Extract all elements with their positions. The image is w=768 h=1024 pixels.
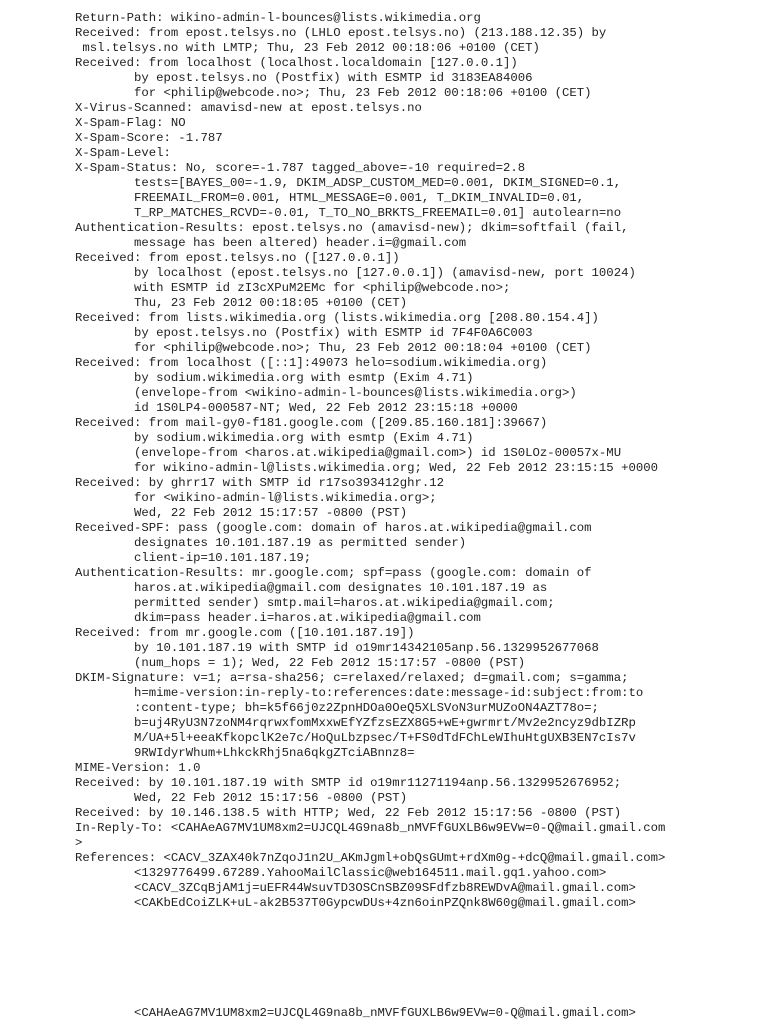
header-line: References: <CACV_3ZAX40k7nZqoJ1n2U_AKmJgml+obQsGUmt+rdXm0g-+dcQ@mail.gmail.com> <box>75 851 666 865</box>
header-line: by sodium.wikimedia.org with esmtp (Exim 4.71) <box>75 431 474 445</box>
header-line: In-Reply-To: <CAHAeAG7MV1UM8xm2=UJCQL4G9na8b_nMVFfGUXLB6w9EVw=0-Q@mail.gmail.com <box>75 821 666 835</box>
header-line: Received: from epost.telsys.no ([127.0.0.1]) <box>75 251 400 265</box>
header-line: :content-type; bh=k5f66j0z2ZpnHDOa0OeQ5XLSVoN3urMUZoON4AZT78o=; <box>75 701 599 715</box>
header-line: X-Virus-Scanned: amavisd-new at epost.telsys.no <box>75 101 422 115</box>
header-line: for <philip@webcode.no>; Thu, 23 Feb 2012 00:18:04 +0100 (CET) <box>75 341 592 355</box>
header-line: Thu, 23 Feb 2012 00:18:05 +0100 (CET) <box>75 296 408 310</box>
header-line: Received: by ghrr17 with SMTP id r17so393412ghr.12 <box>75 476 444 490</box>
references-continuation-line: <CAHAeAG7MV1UM8xm2=UJCQL4G9na8b_nMVFfGUXLB6w9EVw=0-Q@mail.gmail.com> <box>75 1006 636 1020</box>
header-line: M/UA+5l+eeaKfkopclK2e7c/HoQuLbzpsec/T+FS0dTdFChLeWIhuHtgUXB3EN7cIs7v <box>75 731 636 745</box>
header-line: MIME-Version: 1.0 <box>75 761 201 775</box>
header-line: msl.telsys.no with LMTP; Thu, 23 Feb 2012 00:18:06 +0100 (CET) <box>75 41 540 55</box>
header-line: Received: by 10.146.138.5 with HTTP; Wed, 22 Feb 2012 15:17:56 -0800 (PST) <box>75 806 622 820</box>
header-line: for <philip@webcode.no>; Thu, 23 Feb 2012 00:18:06 +0100 (CET) <box>75 86 592 100</box>
header-line: FREEMAIL_FROM=0.001, HTML_MESSAGE=0.001, T_DKIM_INVALID=0.01, <box>75 191 585 205</box>
header-line: b=uj4RyU3N7zoNM4rqrwxfomMxxwEfYZfzsEZX8G5+wE+gwrmrt/Mv2e2ncyz9dbIZRp <box>75 716 636 730</box>
header-line: Received: from mail-gy0-f181.google.com ([209.85.160.181]:39667) <box>75 416 548 430</box>
header-line: Authentication-Results: epost.telsys.no (amavisd-new); dkim=softfail (fail, <box>75 221 629 235</box>
header-line: dkim=pass header.i=haros.at.wikipedia@gmail.com <box>75 611 481 625</box>
header-line: Received: from epost.telsys.no (LHLO epost.telsys.no) (213.188.12.35) by <box>75 26 607 40</box>
header-line: Wed, 22 Feb 2012 15:17:56 -0800 (PST) <box>75 791 408 805</box>
header-line: tests=[BAYES_00=-1.9, DKIM_ADSP_CUSTOM_MED=0.001, DKIM_SIGNED=0.1, <box>75 176 622 190</box>
header-line: Received: from mr.google.com ([10.101.187.19]) <box>75 626 415 640</box>
header-line: (envelope-from <wikino-admin-l-bounces@lists.wikimedia.org>) <box>75 386 577 400</box>
header-line: > <box>75 836 83 850</box>
raw-email-headers <box>75 11 765 911</box>
header-line: Received: from localhost (localhost.localdomain [127.0.0.1]) <box>75 56 518 70</box>
header-line: permitted sender) smtp.mail=haros.at.wikipedia@gmail.com; <box>75 596 555 610</box>
header-line: DKIM-Signature: v=1; a=rsa-sha256; c=relaxed/relaxed; d=gmail.com; s=gamma; <box>75 671 629 685</box>
header-line: <CACV_3ZCqBjAM1j=uEFR44WsuvTD3OSCnSBZ09SFdfzb8REWDvA@mail.gmail.com> <box>75 881 636 895</box>
header-line: Authentication-Results: mr.google.com; spf=pass (google.com: domain of <box>75 566 592 580</box>
header-line: haros.at.wikipedia@gmail.com designates 10.101.187.19 as <box>75 581 548 595</box>
header-line: with ESMTP id zI3cXPuM2EMc for <philip@webcode.no>; <box>75 281 511 295</box>
header-line: by 10.101.187.19 with SMTP id o19mr14342105anp.56.1329952677068 <box>75 641 599 655</box>
header-line: <1329776499.67289.YahooMailClassic@web164511.mail.gq1.yahoo.com> <box>75 866 607 880</box>
header-line: for <wikino-admin-l@lists.wikimedia.org>; <box>75 491 437 505</box>
header-line: for wikino-admin-l@lists.wikimedia.org; Wed, 22 Feb 2012 23:15:15 +0000 <box>75 461 658 475</box>
header-line: message has been altered) header.i=@gmail.com <box>75 236 467 250</box>
header-line: (envelope-from <haros.at.wikipedia@gmail.com>) id 1S0LOz-00057x-MU <box>75 446 622 460</box>
header-line: (num_hops = 1); Wed, 22 Feb 2012 15:17:57 -0800 (PST) <box>75 656 526 670</box>
header-line: X-Spam-Level: <box>75 146 171 160</box>
header-line: by localhost (epost.telsys.no [127.0.0.1]) (amavisd-new, port 10024) <box>75 266 636 280</box>
header-line: by epost.telsys.no (Postfix) with ESMTP id 7F4F0A6C003 <box>75 326 533 340</box>
header-line: X-Spam-Flag: NO <box>75 116 186 130</box>
header-line: designates 10.101.187.19 as permitted sender) <box>75 536 467 550</box>
header-line: Received-SPF: pass (google.com: domain of haros.at.wikipedia@gmail.com <box>75 521 592 535</box>
header-line: Received: from lists.wikimedia.org (lists.wikimedia.org [208.80.154.4]) <box>75 311 599 325</box>
header-line: Received: by 10.101.187.19 with SMTP id o19mr11271194anp.56.1329952676952; <box>75 776 622 790</box>
header-line: Received: from localhost ([::1]:49073 helo=sodium.wikimedia.org) <box>75 356 548 370</box>
header-line: id 1S0LP4-000587-NT; Wed, 22 Feb 2012 23:15:18 +0000 <box>75 401 518 415</box>
header-line: Wed, 22 Feb 2012 15:17:57 -0800 (PST) <box>75 506 408 520</box>
header-line: by sodium.wikimedia.org with esmtp (Exim 4.71) <box>75 371 474 385</box>
header-line: Return-Path: wikino-admin-l-bounces@lists.wikimedia.org <box>75 11 481 25</box>
header-line: T_RP_MATCHES_RCVD=-0.01, T_TO_NO_BRKTS_FREEMAIL=0.01] autolearn=no <box>75 206 622 220</box>
header-line: client-ip=10.101.187.19; <box>75 551 312 565</box>
header-line: h=mime-version:in-reply-to:references:date:message-id:subject:from:to <box>75 686 644 700</box>
header-line: by epost.telsys.no (Postfix) with ESMTP id 3183EA84006 <box>75 71 533 85</box>
header-line: X-Spam-Score: -1.787 <box>75 131 223 145</box>
header-line: 9RWIdyrWhum+LhkckRhj5na6qkgZTciABnnz8= <box>75 746 415 760</box>
header-line: <CAKbEdCoiZLK+uL-ak2B537T0GypcwDUs+4zn6oinPZQnk8W60g@mail.gmail.com> <box>75 896 636 910</box>
header-line: X-Spam-Status: No, score=-1.787 tagged_above=-10 required=2.8 <box>75 161 526 175</box>
